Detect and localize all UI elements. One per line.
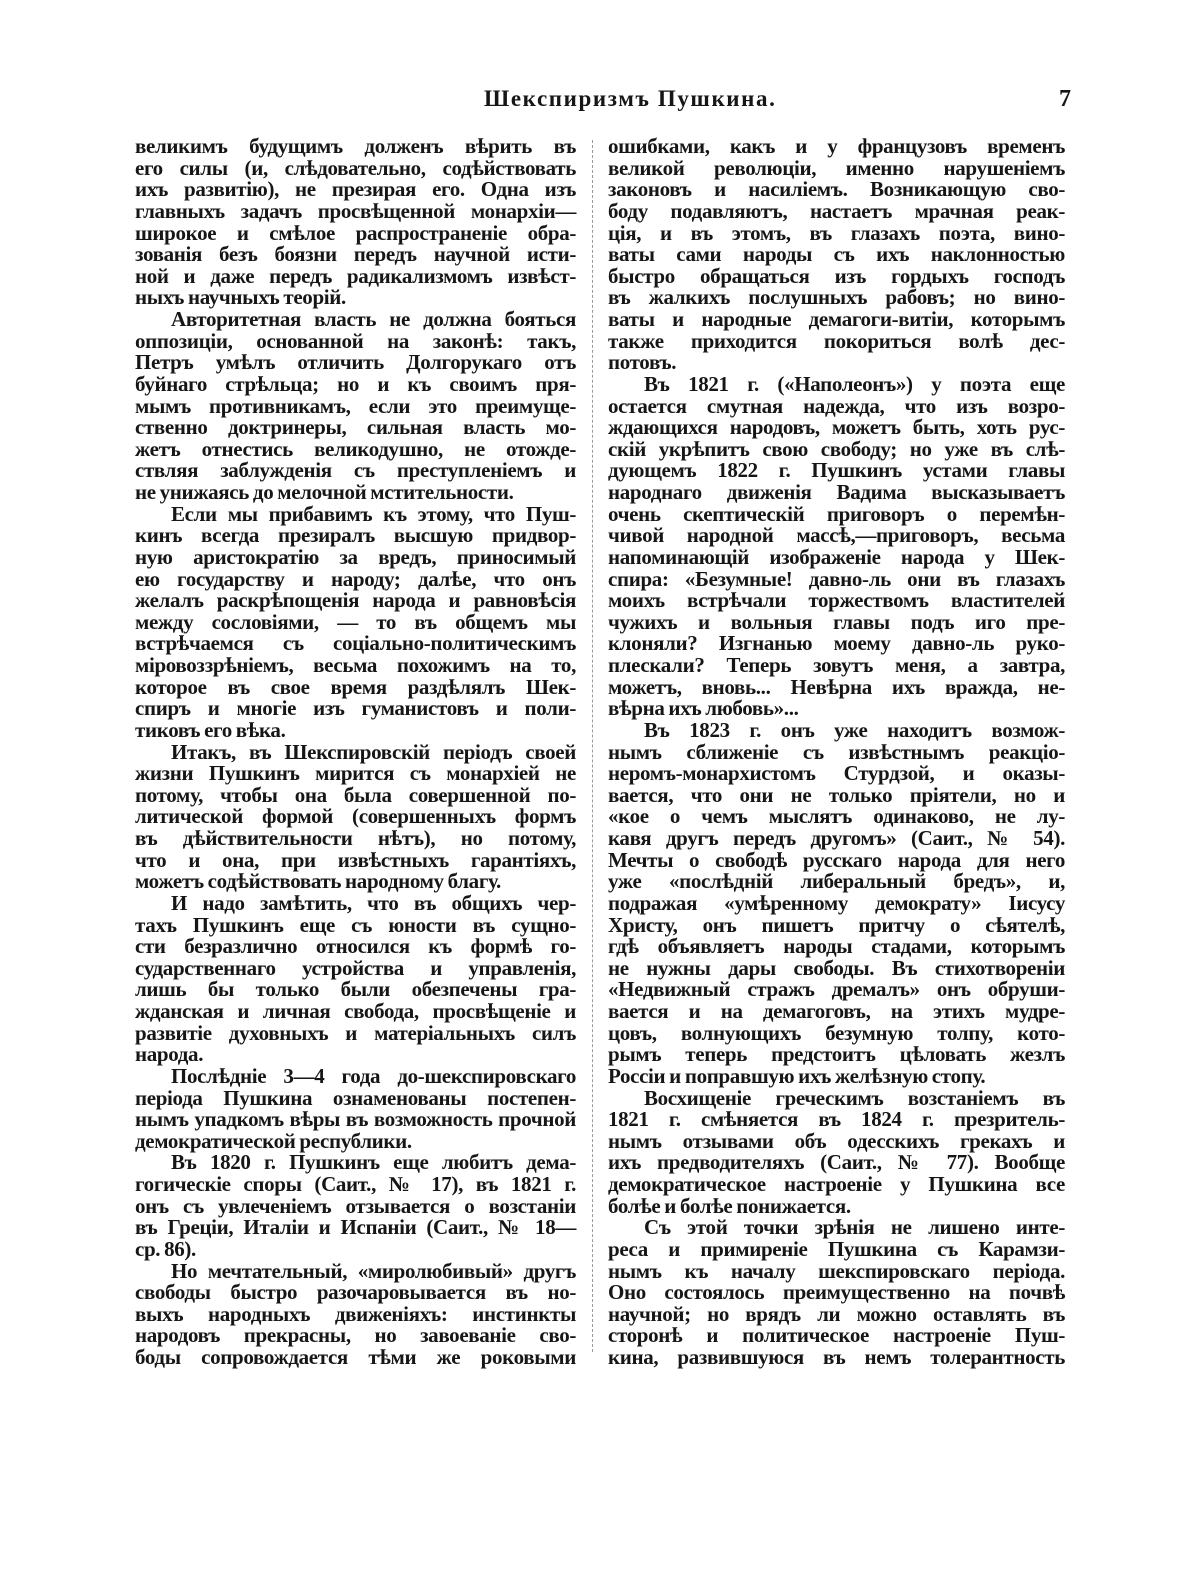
text-line: ныхъ научныхъ теорій. (135, 285, 346, 310)
text-line: сударственнаго устройства и управленія, (135, 955, 576, 980)
text-line: развитіе духовныхъ и матеріальныхъ силъ (135, 1020, 576, 1045)
text-line: великой революціи, именно нарушеніемъ (608, 155, 1065, 180)
text-line: свободы быстро разочаровывается въ но- (135, 1280, 576, 1305)
text-line: Россіи и поправшую ихъ желѣзную стопу. (608, 1063, 986, 1088)
text-line: выхъ народныхъ движеніяхъ: инстинкты (135, 1301, 576, 1326)
text-line: ваты и народные демагоги-витіи, которымъ (608, 307, 1065, 331)
text-line: кина, развившуюся въ немъ толерантность (608, 1345, 1065, 1369)
text-line: Восхищеніе греческимъ возстаніемъ въ (644, 1085, 1065, 1110)
text-line: ею государству и народу; далѣе, что онъ (135, 566, 576, 591)
text-line: ихъ развитію), не презирая его. Одна изъ (135, 177, 576, 202)
running-title: Шекспиризмъ Пушкина. (484, 86, 777, 111)
text-line: демократической республики. (135, 1128, 412, 1153)
text-line: вѣрна ихъ любовь»... (608, 696, 799, 721)
text-line: напоминающій изображеніе народа у Шек- (608, 544, 1065, 569)
text-line: кинъ всегда презиралъ высшую придвор- (135, 523, 576, 548)
text-line: его силы (и, слѣдовательно, содѣйствовать (135, 155, 576, 180)
text-line: литической формой (совершенныхъ формъ (135, 804, 576, 829)
text-line: сторонѣ и политическое настроеніе Пуш- (608, 1323, 1065, 1348)
text-line: уже «послѣдній либеральный бредъ», и, (608, 869, 1065, 894)
text-line: между сословіями, — то въ общемъ мы (135, 609, 576, 634)
text-line: великимъ будущимъ долженъ вѣрить въ (135, 134, 576, 158)
text-line: плескали? Теперь зовутъ меня, а завтра, (608, 653, 1065, 677)
text-line: рымъ теперь предстоитъ цѣловать жезлъ (608, 1042, 1065, 1067)
text-line: оппозиціи, основанной на законѣ: такъ, (135, 328, 576, 353)
text-line: законовъ и насиліемъ. Возникающую сво- (608, 177, 1065, 202)
text-line: ствляя заблужденія съ преступленіемъ и (135, 458, 576, 483)
text-line: ваты сами народы съ ихъ наклонностью (608, 242, 1065, 267)
text-line: Въ 1823 г. онъ уже находитъ возмож- (644, 717, 1065, 742)
text-line: желалъ раскрѣпощенія народа и равновѣсія (135, 588, 576, 613)
text-line: Въ 1821 г. («Наполеонъ») у поэта еще (644, 371, 1065, 396)
text-line: нымъ отзывами объ одесскихъ грекахъ и (608, 1128, 1065, 1153)
text-line: Послѣдніе 3—4 года до-шекспировскаго (171, 1063, 576, 1088)
text-line: ошибками, какъ и у французовъ временъ (608, 134, 1065, 158)
text-line: очень скептическій приговоръ о перемѣн- (608, 501, 1065, 526)
text-line: ственно доктринеры, сильная власть мо- (135, 415, 576, 440)
text-line: клоняли? Изгнанью моему давно-ль руко- (608, 631, 1065, 656)
text-line: вается и на демагоговъ, на этихъ мудре- (608, 999, 1065, 1023)
text-line: мымъ противникамъ, если это преимуще- (135, 393, 576, 418)
text-line: широкое и смѣлое распространеніе обра- (135, 220, 576, 245)
text-line: Въ 1820 г. Пушкинъ еще любитъ дема- (171, 1150, 576, 1175)
text-line: реса и примиреніе Пушкина съ Карамзи- (608, 1236, 1065, 1261)
text-line: Если мы прибавимъ къ этому, что Пуш- (171, 501, 576, 526)
text-line: зованія безъ боязни передъ научной исти- (135, 242, 576, 267)
text-line: Итакъ, въ Шекспировскій періодъ своей (171, 739, 576, 764)
text-line: также приходится покориться волѣ дес- (608, 328, 1065, 353)
text-line: ихъ предводителяхъ (Саит., № 77). Вообще (608, 1150, 1065, 1175)
text-line: нымъ сближеніе съ извѣстнымъ реакціо- (608, 739, 1065, 764)
text-line: потовъ. (608, 350, 677, 375)
text-line: жданская и личная свобода, просвѣщеніе и (135, 999, 576, 1023)
column-divider (592, 140, 593, 1352)
text-line: можетъ содѣйствовать народному благу. (135, 869, 501, 894)
text-line: гогическіе споры (Саит., № 17), въ 1821 г. (135, 1172, 576, 1196)
text-line: спиръ и многіе изъ гуманистовъ и поли- (135, 696, 576, 721)
text-line: тахъ Пушкинъ еще съ юности въ сущно- (135, 912, 576, 937)
text-line: Мечты о свободѣ русскаго народа для него (608, 847, 1065, 872)
text-line: гдѣ объявляетъ народы стадами, которымъ (608, 934, 1065, 959)
text-line: Съ этой точки зрѣнія не лишено инте- (644, 1215, 1065, 1240)
text-line: что и она, при извѣстныхъ гарантіяхъ, (135, 847, 576, 872)
text-line: жизни Пушкинъ мирится съ монархіей не (135, 761, 576, 786)
text-line: боды сопровождается тѣми же роковыми (135, 1345, 576, 1369)
text-line: ція, и въ этомъ, въ глазахъ поэта, вино- (608, 220, 1065, 245)
text-line: міровоззрѣніемъ, весьма похожимъ на то, (135, 653, 576, 677)
text-line: въ Греціи, Италіи и Испаніи (Саит., № 18— (135, 1215, 576, 1240)
text-line: чивой народной массѣ,—приговоръ, весьма (608, 523, 1065, 548)
text-line: «Недвижный стражъ дремалъ» онъ обруши- (608, 977, 1065, 1002)
text-line: нымъ къ началу шекспировскаго періода. (608, 1258, 1065, 1283)
text-line: ной и даже передъ радикализмомъ извѣст- (135, 263, 576, 288)
text-line: сти безразлично относился къ формѣ го- (135, 934, 576, 959)
text-line: болѣе и болѣе понижается. (608, 1193, 851, 1218)
text-line: моихъ встрѣчали торжествомъ властителей (608, 588, 1065, 613)
text-line: дующемъ 1822 г. Пушкинъ устами главы (608, 458, 1065, 483)
text-line: въ дѣйствительности нѣтъ), но потому, (135, 826, 576, 850)
text-line: И надо замѣтить, что въ общихъ чер- (171, 890, 576, 915)
text-line: встрѣчаемся съ соціально-политическимъ (135, 631, 576, 656)
text-line: ср. 86). (135, 1236, 196, 1261)
text-line: лишь бы только были обезпечены гра- (135, 977, 576, 1002)
text-line: Авторитетная власть не должна бояться (171, 307, 576, 331)
right-text-column (608, 136, 1065, 1369)
text-line: скій укрѣпитъ свою свободу; но уже въ слѣ- (608, 436, 1065, 461)
text-line: въ жалкихъ послушныхъ рабовъ; но вино- (608, 285, 1065, 310)
text-line: боду подавляютъ, настаетъ мрачная реак- (608, 198, 1065, 223)
text-line: 1821 г. смѣняется въ 1824 г. презритель- (608, 1107, 1065, 1132)
text-line: Петръ умѣлъ отличить Долгорукаго отъ (135, 350, 576, 375)
text-line: чужихъ и вольныя главы подъ иго пре- (608, 609, 1065, 634)
text-line: цовъ, волнующихъ безумную толпу, кото- (608, 1020, 1065, 1045)
text-line: потому, чтобы она была совершенной по- (135, 782, 576, 807)
text-line: научной; но врядъ ли можно оставлять въ (608, 1301, 1065, 1326)
text-line: ную аристократію за вредъ, приносимый (135, 544, 576, 569)
text-line: Христу, онъ пишетъ притчу о сѣятелѣ, (608, 912, 1065, 937)
text-line: вается, что они не только пріятели, но и (608, 782, 1065, 807)
text-line: которое въ свое время раздѣлялъ Шек- (135, 674, 576, 699)
text-line: народнаго движенія Вадима высказываетъ (608, 480, 1065, 504)
text-line: Но мечтательный, «миролюбивый» другъ (171, 1258, 576, 1283)
text-line: «кое о чемъ мыслятъ одинаково, не лу- (608, 804, 1065, 829)
text-line: остается смутная надежда, что изъ возро- (608, 393, 1065, 418)
text-line: быстро обращаться изъ гордыхъ господъ (608, 263, 1065, 288)
text-line: народа. (135, 1042, 204, 1067)
page-number: 7 (1059, 86, 1071, 112)
text-line: можетъ, вновь... Невѣрна ихъ вражда, не- (608, 674, 1065, 699)
text-line: тиковъ его вѣка. (135, 717, 286, 742)
text-line: ждающихся народовъ, можетъ быть, хоть рус- (608, 415, 1065, 440)
text-line: народовъ прекрасны, но завоеваніе сво- (135, 1323, 576, 1348)
text-line: спира: «Безумные! давно-ль они въ глазахъ (608, 566, 1065, 591)
text-line: подражая «умѣренному демократу» Іисусу (608, 890, 1065, 915)
text-line: демократическое настроеніе у Пушкина все (608, 1172, 1065, 1196)
text-line: нымъ упадкомъ вѣры въ возможность прочной (135, 1107, 576, 1132)
text-line: Оно состоялось преимущественно на почвѣ (608, 1280, 1065, 1305)
text-line: онъ съ увлеченіемъ отзывается о возстаніи (135, 1193, 576, 1218)
text-line: не нужны дары свободы. Въ стихотвореніи (608, 955, 1065, 980)
left-text-column (135, 136, 576, 1369)
text-line: неромъ-монархистомъ Стурдзой, и оказы- (608, 761, 1065, 786)
text-line: главныхъ задачъ просвѣщенной монархіи— (135, 198, 576, 223)
text-line: кавя другъ передъ другомъ» (Саит., № 54). (608, 826, 1065, 850)
text-line: буйнаго стрѣльца; но и къ своимъ пря- (135, 371, 576, 396)
text-line: жетъ отнестись великодушно, не отожде- (135, 436, 576, 461)
text-line: періода Пушкина ознаменованы постепен- (135, 1085, 576, 1110)
text-line: не унижаясь до мелочной мстительности. (135, 480, 514, 504)
